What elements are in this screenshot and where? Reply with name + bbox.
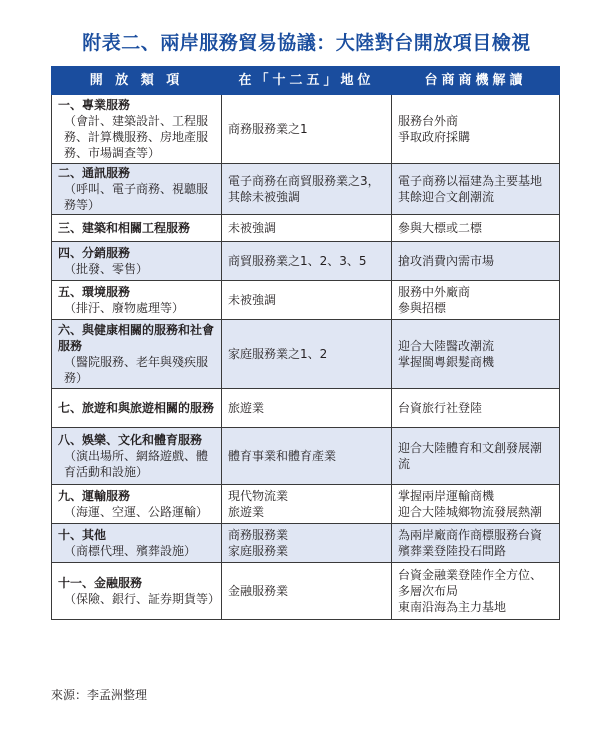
category-cell [52, 164, 222, 215]
category-cell [52, 281, 222, 320]
opportunity-text: 掌握兩岸運輸商機 [398, 489, 495, 503]
status-text: 金融服務業 [228, 584, 289, 598]
status-cell [222, 428, 392, 485]
opportunity-text: 服務中外廠商 [398, 285, 471, 299]
category-cell [52, 242, 222, 281]
opportunity-cell [392, 242, 560, 281]
category-cell [52, 428, 222, 485]
status-cell [222, 242, 392, 281]
category-description: （排汙、廢物處理等） [64, 301, 185, 315]
table-row [52, 242, 560, 281]
status-text: 電子商務在商貿服務業之3，其餘未被強調 [228, 174, 380, 204]
opportunity-text: 台資金融業登陸作全方位、多層次布局 [398, 568, 543, 598]
category-title: 十一、金融服務 [58, 576, 143, 590]
category-cell [52, 485, 222, 524]
category-description: （保險、銀行、証券期貨等） [64, 592, 221, 606]
status-text: 旅遊業 [228, 505, 265, 519]
opportunity-text: 參與大標或二標 [398, 221, 483, 235]
status-cell [222, 281, 392, 320]
opportunity-cell [392, 389, 560, 428]
opportunity-cell [392, 485, 560, 524]
table-row [52, 215, 560, 242]
table-row [52, 281, 560, 320]
status-text: 未被強調 [228, 221, 277, 235]
status-text: 旅遊業 [228, 401, 265, 415]
header-opportunity: 台商商機解讀 [392, 67, 560, 95]
opportunity-text: 參與招標 [398, 301, 447, 315]
opportunity-text: 為兩岸廠商作商標服務台資 [398, 528, 543, 542]
category-cell [52, 95, 222, 164]
status-cell [222, 320, 392, 389]
status-text: 家庭服務業 [228, 544, 289, 558]
table-row [52, 95, 560, 164]
opportunity-text: 掌握閩粵銀髮商機 [398, 355, 495, 369]
opportunity-cell [392, 428, 560, 485]
opportunity-cell [392, 164, 560, 215]
status-cell [222, 95, 392, 164]
category-title: 八、娛樂、文化和體育服務 [58, 433, 203, 447]
status-cell [222, 215, 392, 242]
opportunity-text: 搶攻消費內需市場 [398, 254, 495, 268]
category-title: 六、與健康相關的服務和社會服務 [58, 323, 215, 353]
category-cell [52, 389, 222, 428]
opportunity-cell [392, 281, 560, 320]
status-text: 未被強調 [228, 293, 277, 307]
category-title: 四、分銷服務 [58, 246, 131, 260]
category-description: （演出場所、網絡遊戲、體育活動和設施） [64, 449, 209, 479]
category-title: 十、其他 [58, 528, 107, 542]
opportunity-text: 迎合大陸體育和文創發展潮流 [398, 441, 543, 471]
opportunity-text: 服務台外商 [398, 114, 459, 128]
header-status: 在「十二五」地位 [222, 67, 392, 95]
header-category: 開 放 類 項 [52, 67, 222, 95]
opportunity-text: 迎合大陸醫改潮流 [398, 339, 495, 353]
table-row [52, 389, 560, 428]
opportunity-text: 其餘迎合文創潮流 [398, 190, 495, 204]
table-row [52, 563, 560, 620]
category-description: （會計、建築設計、工程服務、計算機服務、房地產服務、市場調查等） [64, 114, 209, 160]
opportunity-text: 迎合大陸城鄉物流發展熱潮 [398, 505, 543, 519]
status-cell [222, 524, 392, 563]
category-description: （海運、空運、公路運輸） [64, 505, 209, 519]
opportunity-text: 台資旅行社登陸 [398, 401, 483, 415]
category-title: 五、環境服務 [58, 285, 131, 299]
opportunity-cell [392, 524, 560, 563]
table-row [52, 320, 560, 389]
category-cell [52, 524, 222, 563]
category-title: 二、通訊服務 [58, 166, 131, 180]
table-header-row [52, 67, 560, 95]
category-title: 九、運輸服務 [58, 489, 131, 503]
category-cell [52, 563, 222, 620]
opportunity-text: 爭取政府採購 [398, 130, 471, 144]
source-note: 來源：李孟洲整理 [51, 688, 148, 702]
category-description: （醫院服務、老年與殘疾服務） [64, 355, 209, 385]
status-cell [222, 563, 392, 620]
status-text: 家庭服務業之1、2 [228, 347, 328, 361]
category-title: 七、旅遊和與旅遊相關的服務 [58, 401, 215, 415]
table-row [52, 428, 560, 485]
category-cell [52, 215, 222, 242]
status-text: 現代物流業 [228, 489, 289, 503]
status-cell [222, 389, 392, 428]
opportunity-text: 殯葬業登陸投石問路 [398, 544, 507, 558]
status-cell [222, 485, 392, 524]
opportunity-cell [392, 320, 560, 389]
opportunity-text: 電子商務以福建為主要基地 [398, 174, 543, 188]
status-text: 體育事業和體育產業 [228, 449, 337, 463]
category-description: （批發、零售） [64, 262, 149, 276]
opportunity-cell [392, 215, 560, 242]
category-cell [52, 320, 222, 389]
table-row [52, 485, 560, 524]
category-description: （商標代理、殯葬設施） [64, 544, 197, 558]
opportunity-text: 東南沿海為主力基地 [398, 600, 507, 614]
table-title: 附表二、兩岸服務貿易協議：大陸對台開放項目檢視 [82, 32, 531, 54]
category-title: 一、專業服務 [58, 98, 131, 112]
status-text: 商務服務業之1 [228, 122, 308, 136]
status-cell [222, 164, 392, 215]
table-row [52, 524, 560, 563]
category-title: 三、建築和相關工程服務 [58, 221, 191, 235]
service-trade-table [51, 66, 560, 620]
status-text: 商務服務業 [228, 528, 289, 542]
category-description: （呼叫、電子商務、視聽服務等） [64, 182, 209, 212]
table-row [52, 164, 560, 215]
opportunity-cell [392, 95, 560, 164]
status-text: 商貿服務業之1、2、3、5 [228, 254, 367, 268]
opportunity-cell [392, 563, 560, 620]
